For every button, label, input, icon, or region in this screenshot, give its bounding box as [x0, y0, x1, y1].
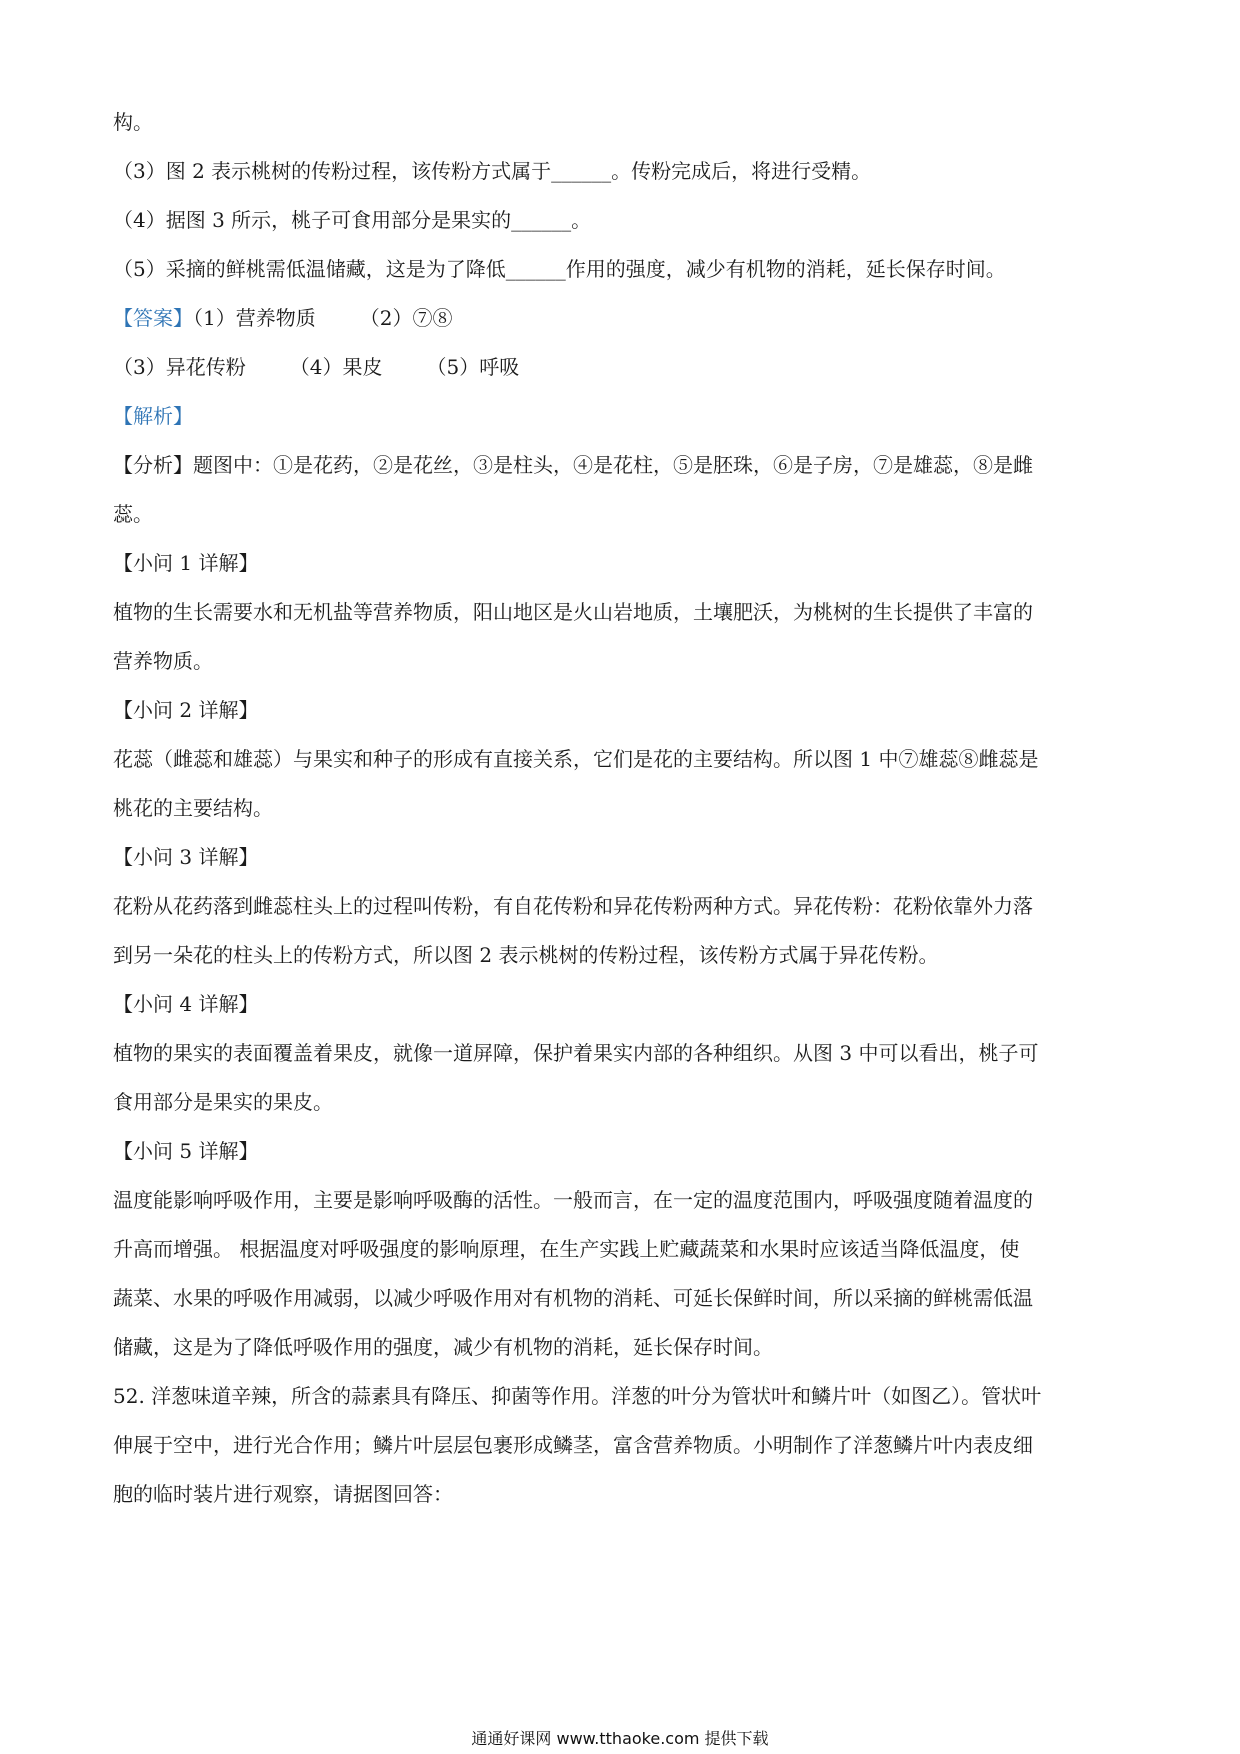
explanation-text: 花粉从花药落到雌蕊柱头上的过程叫传粉，有自花传粉和异花传粉两种方式。异花传粉：花粉依靠外力落: [113, 894, 1033, 918]
answer-part-1: （1）营养物质: [193, 306, 316, 330]
subquestion-heading: 【小问 3 详解】: [113, 845, 259, 869]
page-footer: 通通好课网 www.tthaoke.com 提供下载: [471, 1729, 769, 1748]
explanation-text: 营养物质。: [113, 649, 213, 673]
analysis-label: 【解析】: [113, 404, 193, 428]
explanation-text: 到另一朵花的柱头上的传粉方式，所以图 2 表示桃树的传粉过程，该传粉方式属于异花传粉。: [113, 943, 939, 967]
subquestion-heading: 【小问 4 详解】: [113, 992, 259, 1016]
subquestion-heading: 【小问 2 详解】: [113, 698, 259, 722]
answer-row-1: [113, 294, 1128, 343]
question-52: 52. 洋葱味道辛辣，所含的蒜素具有降压、抑菌等作用。洋葱的叶分为管状叶和鳞片叶（如图乙）。管状叶: [113, 1384, 1042, 1408]
text-line: 构。: [113, 110, 153, 134]
explanation-text: 蔬菜、水果的呼吸作用减弱，以减少呼吸作用对有机物的消耗、可延长保鲜时间，所以采摘的鲜桃需低温: [113, 1286, 1033, 1310]
answer-part-4: （4）果皮: [289, 355, 383, 379]
question-52-text: 伸展于空中，进行光合作用；鳞片叶层层包裹形成鳞茎，富含营养物质。小明制作了洋葱鳞片叶内表皮细: [113, 1433, 1033, 1457]
explanation-text: 升高而增强。 根据温度对呼吸强度的影响原理，在生产实践上贮藏蔬菜和水果时应该适当降低温度，使: [113, 1237, 1020, 1261]
explanation-text: 植物的果实的表面覆盖着果皮，就像一道屏障，保护着果实内部的各种组织。从图 3 中可以看出，桃子可: [113, 1041, 1039, 1065]
answer-part-5: （5）呼吸: [426, 355, 520, 379]
subquestion-heading: 【小问 1 详解】: [113, 551, 259, 575]
explanation-text: 食用部分是果实的果皮。: [113, 1090, 333, 1114]
question-4: （4）据图 3 所示，桃子可食用部分是果实的______。: [113, 208, 592, 232]
analysis-text: 蕊。: [113, 502, 153, 526]
question-5: （5）采摘的鲜桃需低温储藏，这是为了降低______作用的强度，减少有机物的消耗，延长保存时间。: [113, 257, 1006, 281]
question-3: （3）图 2 表示桃树的传粉过程，该传粉方式属于______。传粉完成后，将进行受精。: [113, 159, 872, 183]
analysis-text: 【分析】题图中：①是花药，②是花丝，③是柱头，④是花柱，⑤是胚珠，⑥是子房，⑦是雄蕊，⑧是雌: [113, 453, 1033, 477]
question-52-text: 胞的临时装片进行观察，请据图回答：: [113, 1482, 453, 1506]
explanation-text: 桃花的主要结构。: [113, 796, 273, 820]
subquestion-heading: 【小问 5 详解】: [113, 1139, 259, 1163]
explanation-text: 储藏，这是为了降低呼吸作用的强度，减少有机物的消耗，延长保存时间。: [113, 1335, 773, 1359]
answer-part-2: （2）⑦⑧: [359, 306, 453, 330]
explanation-text: 花蕊（雌蕊和雄蕊）与果实和种子的形成有直接关系，它们是花的主要结构。所以图 1 中⑦雄蕊⑧雌蕊是: [113, 747, 1039, 771]
answer-part-3: （3）异花传粉: [113, 355, 246, 379]
explanation-text: 植物的生长需要水和无机盐等营养物质，阳山地区是火山岩地质，土壤肥沃，为桃树的生长提供了丰富的: [113, 600, 1033, 624]
answer-row-2: [113, 343, 1128, 392]
answer-label: 【答案】: [113, 306, 193, 330]
document-body: [113, 98, 1128, 1519]
explanation-text: 温度能影响呼吸作用，主要是影响呼吸酶的活性。一般而言，在一定的温度范围内，呼吸强度随着温度的: [113, 1188, 1033, 1212]
